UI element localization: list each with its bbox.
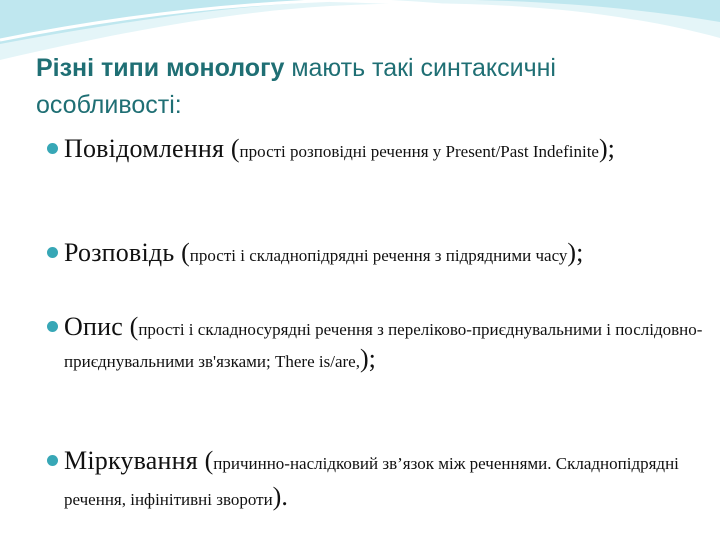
open-paren: ( — [204, 446, 214, 475]
bullet-icon — [47, 143, 58, 154]
slide-title — [36, 50, 686, 124]
close-paren: ). — [272, 482, 288, 511]
bullet-icon — [47, 247, 58, 258]
list-item-opys — [44, 312, 720, 376]
list-item-mirkuvannia — [44, 444, 720, 516]
title-rest: мають такі синтаксичні особливості: — [36, 54, 556, 119]
close-paren: ); — [359, 344, 376, 373]
close-paren: ); — [598, 134, 615, 163]
item-heading: Міркування — [64, 446, 205, 475]
bullet-icon — [47, 455, 58, 466]
bullet-icon — [47, 321, 58, 332]
list-item-povidomlennia — [44, 132, 720, 168]
close-paren: ); — [567, 238, 584, 267]
item-heading: Розповідь — [64, 238, 182, 267]
item-heading: Опис — [64, 312, 130, 341]
item-detail: прості і складнопідрядні речення з підрядними часу — [189, 246, 568, 265]
list-item-rozpovid — [44, 236, 720, 272]
item-detail: прості і складносурядні речення з переліково-приєднувальними і послідовно-приєднувальними зв'язками; There is/are, — [64, 320, 703, 371]
open-paren: ( — [181, 238, 190, 267]
title-bold: Різні типи монологу — [36, 54, 285, 82]
open-paren: ( — [230, 134, 240, 163]
item-detail: причинно-наслідковий зв’язок між реченнями. Складнопідрядні речення, інфінітивні звороти — [64, 454, 679, 509]
open-paren: ( — [129, 312, 139, 341]
item-detail: прості розповідні речення у Present/Past Indefinite — [239, 142, 599, 161]
item-heading: Повідомлення — [64, 134, 231, 163]
